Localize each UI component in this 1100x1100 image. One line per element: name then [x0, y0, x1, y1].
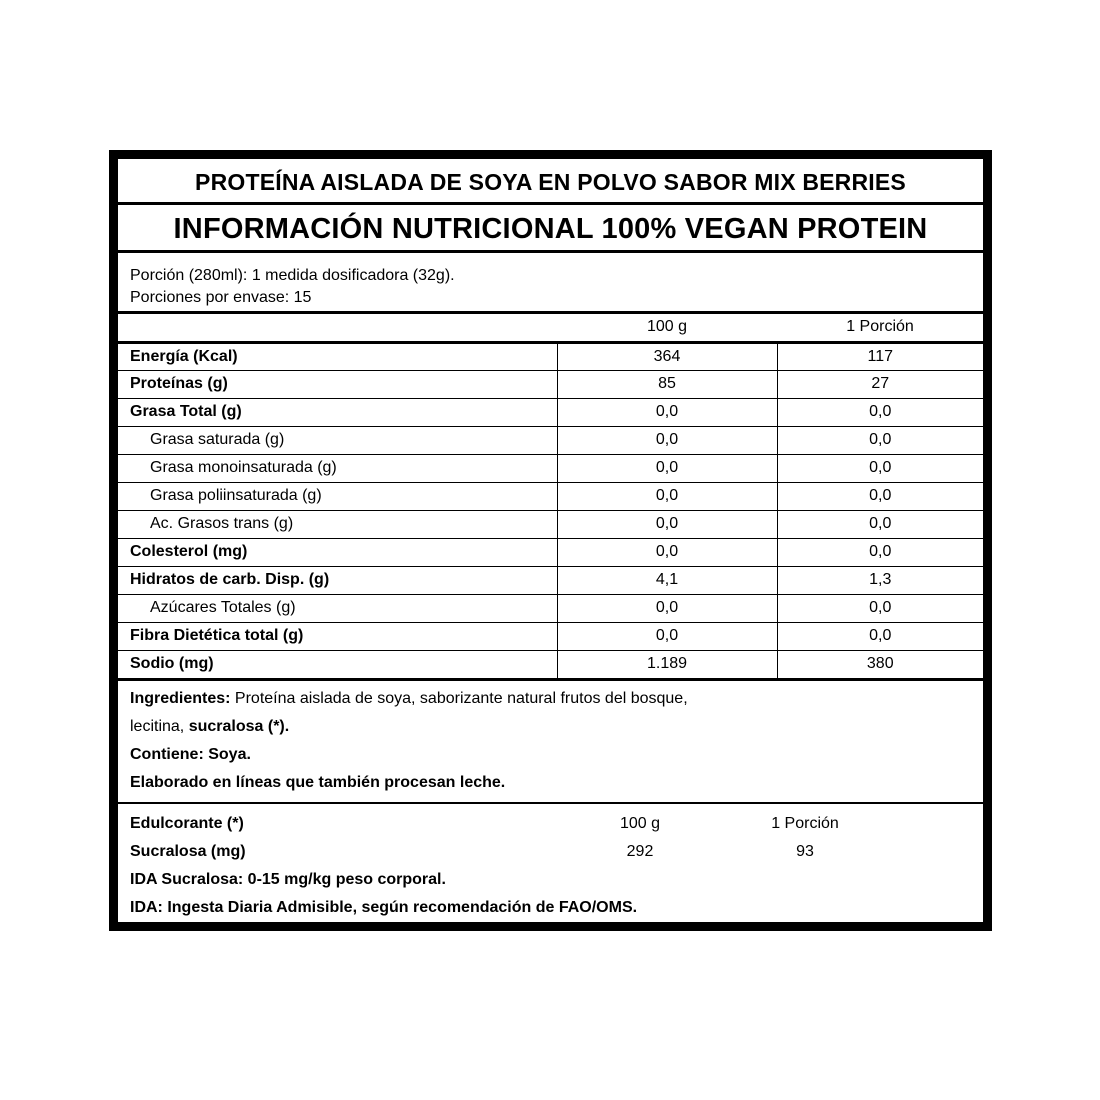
- serving-size: Porción (280ml): 1 medida dosificadora (32g).: [130, 267, 455, 284]
- ingredients-section: [118, 678, 983, 804]
- sucralose-100g: 292: [626, 843, 654, 860]
- row-label: Hidratos de carb. Disp. (g): [118, 566, 557, 594]
- table-row: [118, 426, 983, 454]
- row-value-100g: 4,1: [557, 566, 777, 594]
- row-value-100g: 364: [557, 342, 777, 370]
- row-value-portion: 0,0: [777, 622, 983, 650]
- header-empty-cell: [118, 314, 557, 342]
- info-title: INFORMACIÓN NUTRICIONAL 100% VEGAN PROTEIN: [118, 205, 983, 253]
- row-value-100g: 0,0: [557, 594, 777, 622]
- row-label: Azúcares Totales (g): [118, 594, 557, 622]
- sweetener-header-100g: 100 g: [619, 815, 661, 832]
- row-label: Grasa Total (g): [118, 398, 557, 426]
- table-header-row: [118, 314, 983, 342]
- row-label: Ac. Grasos trans (g): [118, 510, 557, 538]
- row-value-100g: 0,0: [557, 538, 777, 566]
- sucralose-label: Sucralosa (mg): [130, 843, 246, 860]
- ida-definition-note: IDA: Ingesta Diaria Admisible, según recomendación de FAO/OMS.: [130, 899, 638, 916]
- row-value-100g: 0,0: [557, 426, 777, 454]
- ingredients-label: Ingredientes:: [130, 690, 231, 707]
- nutrition-table: [118, 314, 983, 678]
- header-100g: 100 g: [646, 318, 688, 336]
- sweetener-header-row: [130, 810, 983, 838]
- row-value-portion: 0,0: [777, 510, 983, 538]
- ingredients-line-1: [130, 685, 983, 713]
- row-value-portion: 0,0: [777, 482, 983, 510]
- ingredients-line-2: [130, 713, 983, 741]
- table-row: [118, 650, 983, 678]
- table-row: [118, 566, 983, 594]
- row-value-portion: 0,0: [777, 538, 983, 566]
- table-row: [118, 482, 983, 510]
- row-value-portion: 0,0: [777, 398, 983, 426]
- row-label: Proteínas (g): [118, 370, 557, 398]
- table-row: [118, 342, 983, 370]
- ingredients-sweetener: sucralosa (*).: [188, 718, 290, 735]
- allergen-processed: Elaborado en líneas que también procesan leche.: [130, 774, 506, 791]
- table-row: [118, 622, 983, 650]
- table-row: [118, 398, 983, 426]
- row-value-100g: 1.189: [557, 650, 777, 678]
- servings-per-container: Porciones por envase: 15: [130, 289, 312, 306]
- product-title: PROTEÍNA AISLADA DE SOYA EN POLVO SABOR MIX BERRIES: [118, 159, 983, 205]
- sucralose-row: [130, 838, 983, 866]
- header-portion: 1 Porción: [846, 318, 914, 336]
- table-row: [118, 538, 983, 566]
- sweetener-label: Edulcorante (*): [130, 815, 244, 832]
- row-value-100g: 0,0: [557, 482, 777, 510]
- row-label: Energía (Kcal): [118, 342, 557, 370]
- table-row: [118, 594, 983, 622]
- row-value-100g: 0,0: [557, 454, 777, 482]
- sucralose-portion: 93: [796, 843, 814, 860]
- row-value-100g: 85: [557, 370, 777, 398]
- row-value-portion: 27: [777, 370, 983, 398]
- row-label: Grasa saturada (g): [118, 426, 557, 454]
- row-label: Sodio (mg): [118, 650, 557, 678]
- row-value-100g: 0,0: [557, 398, 777, 426]
- row-value-portion: 0,0: [777, 454, 983, 482]
- sweetener-header-portion: 1 Porción: [771, 815, 839, 832]
- portion-info: [118, 253, 983, 314]
- table-row: [118, 454, 983, 482]
- nutrition-label: [109, 150, 992, 931]
- row-label: Colesterol (mg): [118, 538, 557, 566]
- sweetener-section: [118, 804, 983, 922]
- row-value-100g: 0,0: [557, 622, 777, 650]
- table-row: [118, 370, 983, 398]
- table-row: [118, 510, 983, 538]
- ingredients-text-2: lecitina,: [130, 718, 189, 735]
- row-value-portion: 380: [777, 650, 983, 678]
- ingredients-text-1: Proteína aislada de soya, saborizante natural frutos del bosque,: [230, 690, 688, 707]
- row-value-100g: 0,0: [557, 510, 777, 538]
- row-value-portion: 117: [777, 342, 983, 370]
- row-value-portion: 0,0: [777, 426, 983, 454]
- row-value-portion: 1,3: [777, 566, 983, 594]
- row-label: Grasa monoinsaturada (g): [118, 454, 557, 482]
- row-label: Fibra Dietética total (g): [118, 622, 557, 650]
- ida-range-note: IDA Sucralosa: 0-15 mg/kg peso corporal.: [130, 871, 446, 888]
- allergen-contains: Contiene: Soya.: [130, 746, 251, 763]
- row-value-portion: 0,0: [777, 594, 983, 622]
- row-label: Grasa poliinsaturada (g): [118, 482, 557, 510]
